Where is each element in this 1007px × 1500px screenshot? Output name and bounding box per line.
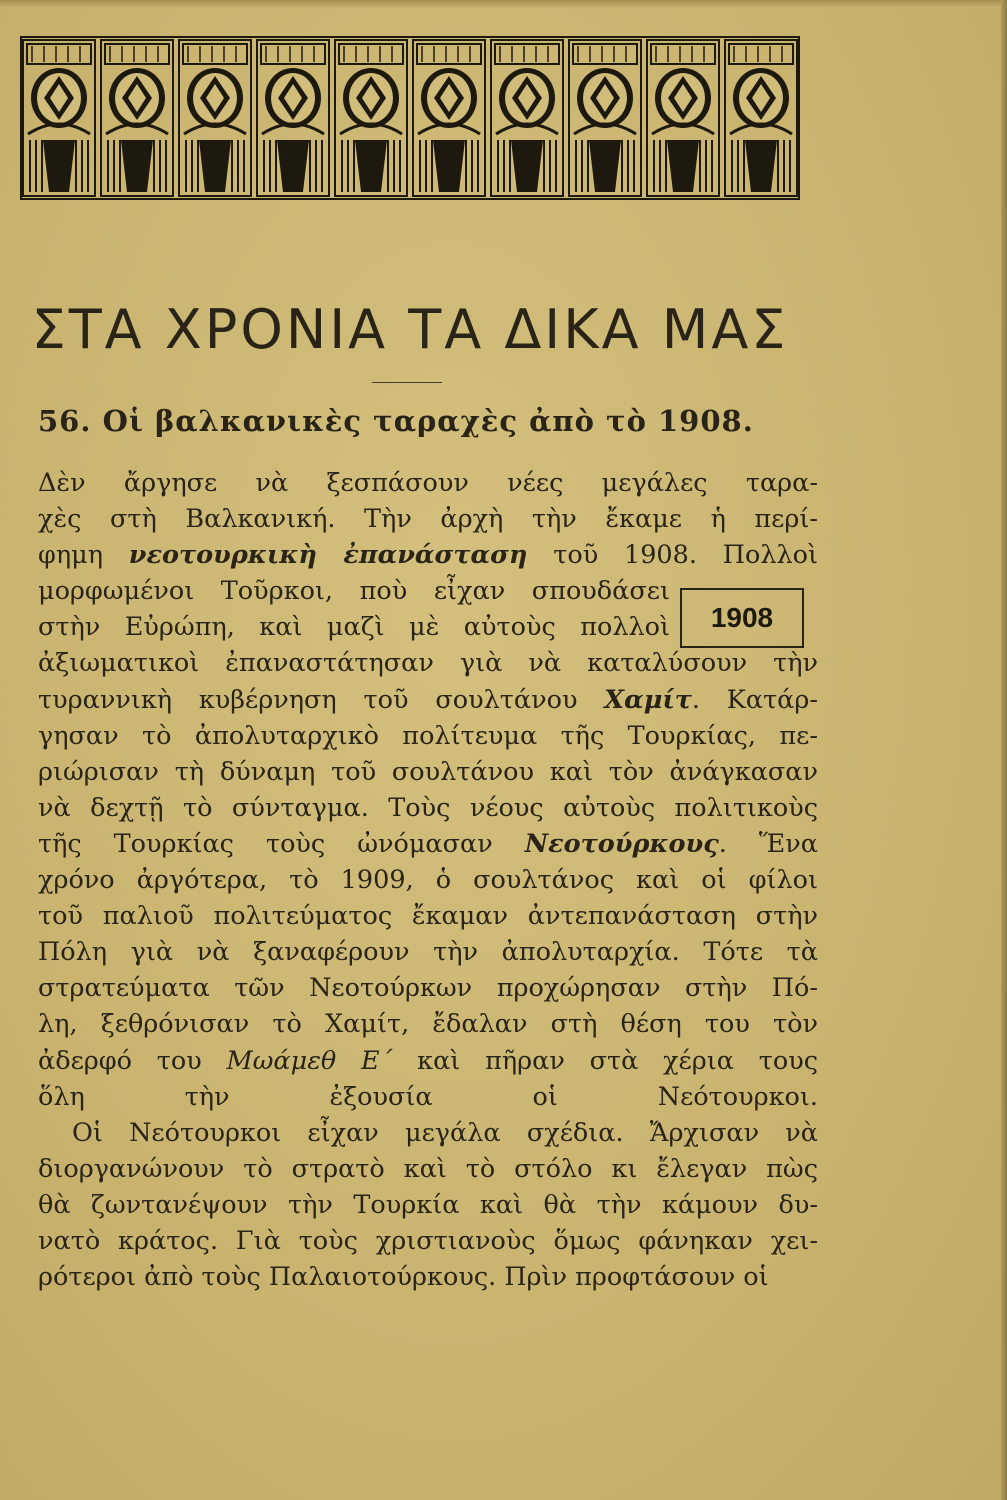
text-line <box>38 790 818 826</box>
text-segment: Πόλη γιὰ νὰ ξαναφέρουν τὴν ἀπολυταρχία. Τότε τὰ <box>38 937 818 968</box>
text-line <box>38 1223 818 1259</box>
decorative-header-border <box>20 36 800 200</box>
title-divider <box>372 382 442 383</box>
ornament-tile <box>413 40 485 196</box>
text-segment: μορφωμένοι Τοῦρκοι, ποὺ εἶχαν σπουδάσει <box>38 576 670 607</box>
text-line <box>38 465 818 501</box>
text-line <box>38 682 818 718</box>
text-segment: γησαν τὸ ἀπολυταρχικὸ πολίτευμα τῆς Τουρκίας, πε- <box>38 720 818 751</box>
ornament-tile <box>179 40 251 196</box>
text-line <box>38 537 818 573</box>
text-line <box>38 573 670 609</box>
text-segment: θὰ ζωντανέψουν τὴν Τουρκία καὶ θὰ τὴν κάμουν δυ- <box>38 1189 818 1220</box>
text-segment: τοῦ 1908. Πολλοὶ <box>527 540 819 571</box>
emphasized-text: Χαμίτ <box>604 684 692 715</box>
ornament-tile <box>101 40 173 196</box>
section-title: Οἱ βαλκανικὲς ταραχὲς ἀπὸ τὸ 1908. <box>102 404 754 438</box>
text-line <box>38 898 818 934</box>
text-segment: φημη <box>38 540 129 571</box>
text-segment: στὴν Εὐρώπη, καὶ μαζὶ μὲ αὐτοὺς πολλοὶ <box>38 612 670 643</box>
page-title: ΣΤΑ ΧΡΟΝΙΑ ΤΑ ΔΙΚΑ ΜΑΣ <box>31 298 789 361</box>
text-line <box>38 1187 818 1223</box>
text-segment: νὰ δεχτῇ τὸ σύνταγμα. Τοὺς νέους αὐτοὺς πολιτικοὺς <box>38 792 818 823</box>
text-line <box>38 934 818 970</box>
text-line <box>38 970 818 1006</box>
text-segment: ἀδερφό του <box>38 1045 227 1076</box>
text-segment: στρατεύματα τῶν Νεοτούρκων προχώρησαν στὴν Πό- <box>38 973 818 1004</box>
emphasized-text: Μωάμεθ Ε΄ <box>226 1045 393 1076</box>
text-segment: ὅλη τὴν ἐξουσία οἱ Νεότουρκοι. <box>38 1081 818 1112</box>
text-segment: . Ἕνα <box>718 828 818 859</box>
ornament-tile <box>491 40 563 196</box>
text-segment: χὲς στὴ Βαλκανική. Τὴν ἀρχὴ τὴν ἔκαμε ἡ περί- <box>38 504 818 535</box>
emphasized-text: Νεοτούρκους <box>524 828 719 859</box>
text-segment: νατὸ κράτος. Γιὰ τοὺς χριστιανοὺς ὅμως φάνηκαν χει- <box>38 1225 818 1256</box>
text-line <box>38 1115 818 1151</box>
text-line <box>38 1079 818 1115</box>
text-line <box>38 1151 818 1187</box>
text-segment: χρόνο ἀργότερα, τὸ 1909, ὁ σουλτάνος καὶ οἱ φίλοι <box>38 865 818 896</box>
text-segment: ρότεροι ἀπὸ τοὺς Παλαιοτούρκους. Πρὶν προφτάσουν οἱ <box>38 1262 769 1293</box>
text-line <box>38 1043 818 1079</box>
emphasized-text: νεοτουρκικὴ ἐπανάσταση <box>128 540 528 571</box>
text-segment: λη, ξεθρόνισαν τὸ Χαμίτ, ἔδαλαν στὴ θέση του τὸν <box>38 1009 818 1040</box>
text-line <box>38 645 818 681</box>
page-right-edge <box>1001 0 1007 1500</box>
text-line <box>38 718 818 754</box>
margin-year-box: 1908 <box>680 588 804 648</box>
text-segment: ριώρισαν τὴ δύναμη τοῦ σουλτάνου καὶ τὸν ἀνάγκασαν <box>38 756 818 787</box>
text-segment: τοῦ παλιοῦ πολιτεύματος ἔκαμαν ἀντεπανάσταση στὴν <box>38 901 818 932</box>
ornament-tile <box>725 40 797 196</box>
text-line <box>38 862 818 898</box>
text-line <box>38 1259 818 1295</box>
text-segment: Δὲν ἄργησε νὰ ξεσπάσουν νέες μεγάλες ταρα- <box>38 468 818 498</box>
text-line <box>38 826 818 862</box>
text-segment: διοργανώνουν τὸ στρατὸ καὶ τὸ στόλο κι ἔλεγαν πὼς <box>38 1153 818 1184</box>
ornament-tile <box>23 40 95 196</box>
text-segment: τυραννικὴ κυβέρνηση τοῦ σουλτάνου <box>38 684 605 715</box>
ornament-tile <box>335 40 407 196</box>
page-top-edge <box>0 0 1007 8</box>
text-segment: τῆς Τουρκίας τοὺς ὠνόμασαν <box>38 828 525 859</box>
text-segment: Οἱ Νεότουρκοι εἶχαν μεγάλα σχέδια. Ἄρχισαν νὰ <box>72 1117 818 1148</box>
text-segment: ἀξιωματικοὶ ἐπαναστάτησαν γιὰ νὰ καταλύσουν τὴν <box>38 648 818 679</box>
section-heading <box>38 404 828 438</box>
text-line <box>38 609 670 645</box>
ornament-tile <box>647 40 719 196</box>
text-line <box>38 1006 818 1042</box>
text-segment: καὶ πῆραν στὰ χέρια τους <box>392 1045 818 1076</box>
section-number: 56. <box>38 404 92 438</box>
ornament-tile <box>569 40 641 196</box>
text-line <box>38 754 818 790</box>
text-line <box>38 501 818 537</box>
ornament-tile <box>257 40 329 196</box>
text-segment: . Κατάρ- <box>691 684 819 715</box>
